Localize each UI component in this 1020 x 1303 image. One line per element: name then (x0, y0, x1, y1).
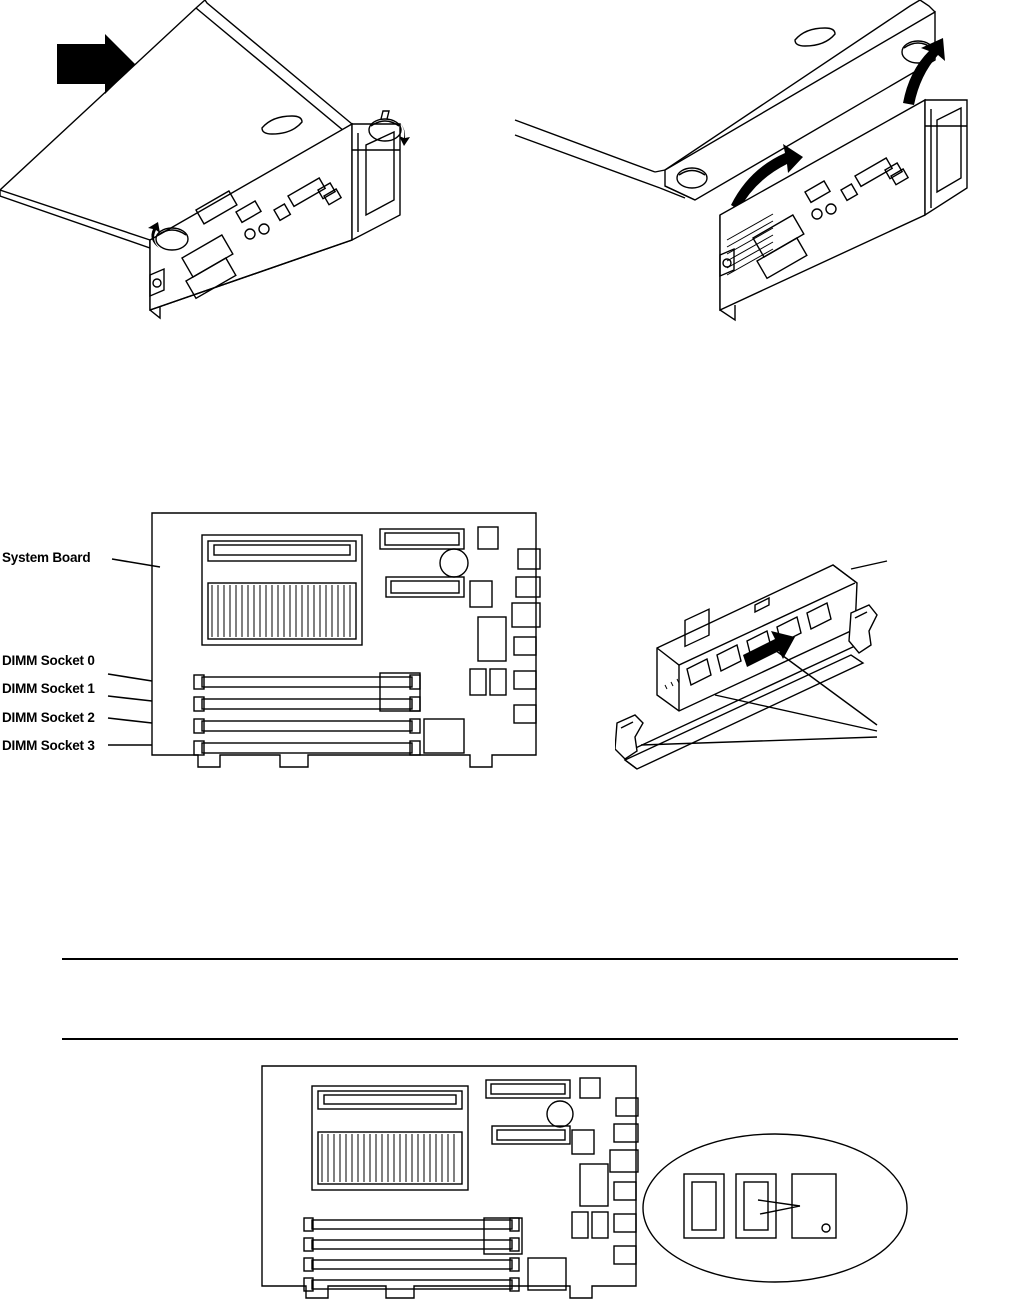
dimm-module-installation-illustration (615, 545, 915, 780)
server-cover-slide-illustration (0, 0, 440, 350)
divider-bottom (62, 1038, 958, 1040)
callout-dimm-socket-0: DIMM Socket 0 (2, 653, 95, 668)
system-board-dimm-illustration (140, 505, 550, 790)
divider-top (62, 958, 958, 960)
callout-system-board: System Board (2, 550, 91, 565)
jumper-detail-magnifier (640, 1130, 910, 1290)
callout-dimm-socket-3: DIMM Socket 3 (2, 738, 95, 753)
callout-dimm-socket-1: DIMM Socket 1 (2, 681, 95, 696)
slide-direction-arrow (57, 34, 135, 94)
callout-dimm-socket-2: DIMM Socket 2 (2, 710, 95, 725)
server-cover-lift-illustration (505, 0, 975, 350)
system-board-jumper-illustration (250, 1058, 650, 1303)
